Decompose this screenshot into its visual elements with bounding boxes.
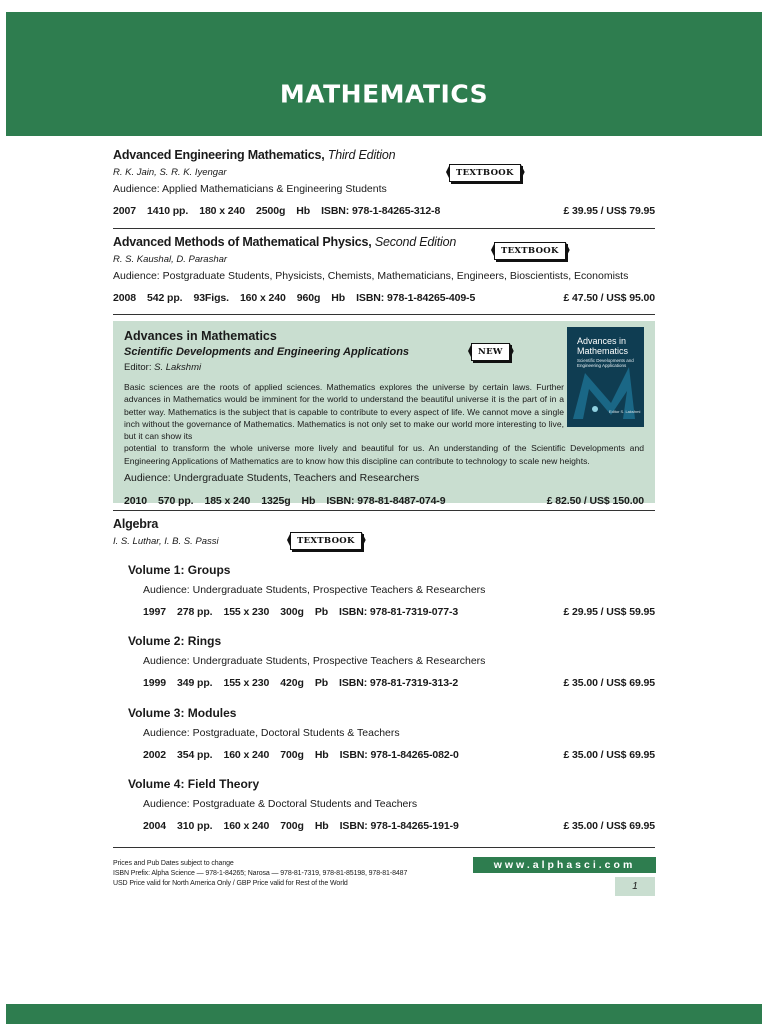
featured-title: Advances in Mathematics — [124, 329, 277, 343]
textbook-badge: TEXTBOOK — [449, 164, 521, 182]
book-entry — [113, 517, 655, 547]
volume-entry — [128, 563, 655, 618]
volume-audience: Audience: Postgraduate & Doctoral Students and Teachers — [143, 798, 418, 810]
cover-title: Advances in Mathematics — [577, 336, 629, 356]
featured-audience: Audience: Undergraduate Students, Teachers and Researchers — [124, 472, 420, 485]
book-title: Algebra — [113, 517, 159, 531]
volume-title: Volume 4: Field Theory — [128, 777, 260, 791]
book-authors: R. K. Jain, S. R. K. Iyengar — [113, 167, 227, 178]
volume-specs: 1997 278 pp. 155 x 230 300g Pb ISBN: 978-81-7319-077-3 £ 29.95 / US$ 59.95 — [143, 606, 655, 618]
footer-note: Prices and Pub Dates subject to change — [113, 860, 234, 867]
divider — [113, 510, 655, 511]
volume-price: £ 29.95 / US$ 59.95 — [563, 606, 655, 618]
featured-description-cont: potential to transform the whole universe more lively and beautiful for us. An understanding of the Scientific Developments and Engineering Applications of Mathematics are to know how this discipline can contribute to technology to scale new heights. — [124, 443, 644, 466]
book-authors: R. S. Kaushal, D. Parashar — [113, 254, 228, 265]
book-cover-image — [567, 327, 644, 427]
divider — [113, 314, 655, 315]
divider — [113, 847, 655, 848]
book-specs: 2008 542 pp. 93Figs. 160 x 240 960g Hb ISBN: 978-1-84265-409-5 £ 47.50 / US$ 95.00 — [113, 292, 655, 304]
book-price: £ 47.50 / US$ 95.00 — [563, 292, 655, 304]
book-audience: Audience: Applied Mathematicians & Engineering Students — [113, 183, 387, 195]
textbook-badge: TEXTBOOK — [494, 242, 566, 260]
featured-description: Basic sciences are the roots of applied sciences. Mathematics explores the universe by certain laws. Further advances in Mathematics would be imminent for the world to understand the beautiful universe it is the part of in a better way. Mathematics is the subject that is capable to contribute to every aspect of life. We cannot move a single inch without the governance of Mathematics. Mathematics is not only set to make our world more interesting to live, but it can show its — [124, 382, 564, 442]
volume-audience: Audience: Undergraduate Students, Prospective Teachers & Researchers — [143, 584, 486, 596]
volume-price: £ 35.00 / US$ 69.95 — [563, 820, 655, 832]
featured-specs: 2010 570 pp. 185 x 240 1325g Hb ISBN: 978-81-8487-074-9 £ 82.50 / US$ 150.00 — [124, 495, 644, 508]
volume-specs: 2002 354 pp. 160 x 240 700g Hb ISBN: 978-1-84265-082-0 £ 35.00 / US$ 69.95 — [143, 749, 655, 761]
page-header — [6, 12, 762, 136]
volume-audience: Audience: Undergraduate Students, Prospective Teachers & Researchers — [143, 655, 486, 667]
website-link[interactable]: www.alphasci.com — [473, 857, 656, 873]
volume-entry — [128, 706, 655, 761]
volume-title: Volume 2: Rings — [128, 634, 222, 648]
book-title: Advanced Methods of Mathematical Physics, Second Edition — [113, 235, 457, 249]
volume-specs: 2004 310 pp. 160 x 240 700g Hb ISBN: 978-1-84265-191-9 £ 35.00 / US$ 69.95 — [143, 820, 655, 832]
book-entry — [113, 148, 655, 217]
book-specs: 2007 1410 pp. 180 x 240 2500g Hb ISBN: 978-1-84265-312-8 £ 39.95 / US$ 79.95 — [113, 205, 655, 217]
book-audience: Audience: Postgraduate Students, Physicists, Chemists, Mathematicians, Engineers, Bioscientists, Economists — [113, 270, 629, 282]
divider — [113, 228, 655, 229]
bottom-bar — [6, 1004, 762, 1024]
featured-editor: Editor: S. Lakshmi — [124, 362, 202, 373]
page-title: MATHEMATICS — [279, 79, 489, 109]
footer-note: USD Price valid for North America Only / GBP Price valid for Rest of the World — [113, 879, 348, 887]
footer-note: ISBN Prefix: Alpha Science — 978-1-84265; Narosa — 978-81-7319, 978-81-85198, 978-81-8487 — [113, 869, 408, 877]
volume-price: £ 35.00 / US$ 69.95 — [563, 749, 655, 761]
book-authors: I. S. Luthar, I. B. S. Passi — [113, 536, 219, 547]
page-number: 1 — [615, 877, 655, 896]
volume-title: Volume 3: Modules — [128, 706, 237, 720]
volume-title: Volume 1: Groups — [128, 563, 231, 577]
cover-author: Editor S. Lakshmi — [609, 409, 641, 414]
featured-subtitle: Scientific Developments and Engineering Applications — [124, 346, 410, 358]
volume-audience: Audience: Postgraduate, Doctoral Students & Teachers — [143, 727, 400, 739]
textbook-badge: TEXTBOOK — [290, 532, 362, 550]
footer-notes — [113, 859, 407, 888]
book-price: £ 39.95 / US$ 79.95 — [563, 205, 655, 217]
new-badge: NEW — [471, 343, 510, 361]
volume-entry — [128, 634, 655, 689]
cover-subtitle: Scientific Developments and Engineering Applications — [577, 358, 634, 368]
volume-specs: 1999 349 pp. 155 x 230 420g Pb ISBN: 978-81-7319-313-2 £ 35.00 / US$ 69.95 — [143, 677, 655, 689]
volume-price: £ 35.00 / US$ 69.95 — [563, 677, 655, 689]
featured-price: £ 82.50 / US$ 150.00 — [546, 495, 644, 508]
book-title: Advanced Engineering Mathematics, Third Edition — [113, 148, 396, 162]
featured-book-panel — [113, 321, 655, 508]
book-entry — [113, 235, 655, 304]
volume-entry — [128, 777, 655, 832]
